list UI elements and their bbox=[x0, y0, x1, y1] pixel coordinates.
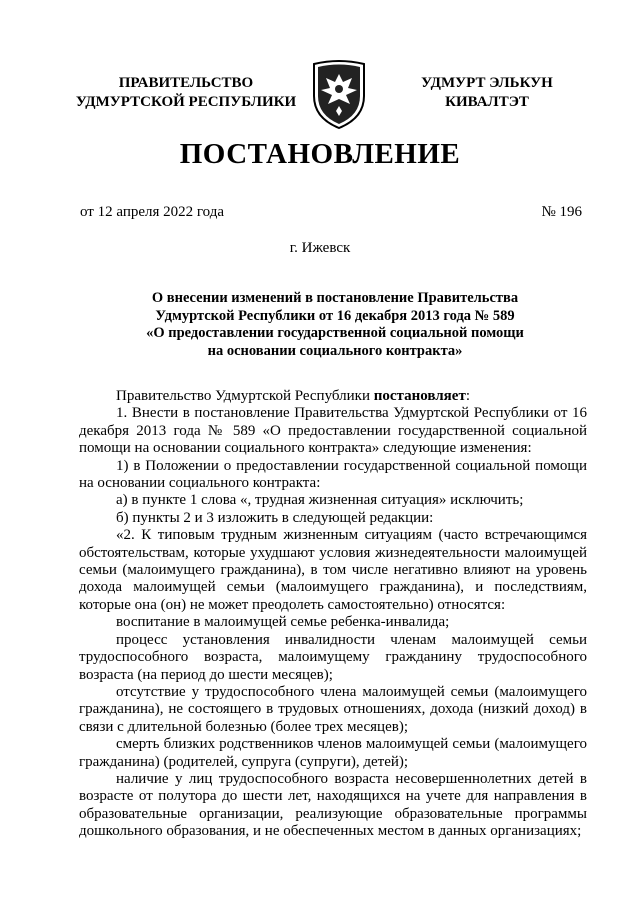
document-date: от 12 апреля 2022 года bbox=[80, 204, 225, 220]
body-paragraph: а) в пункте 1 слова «, трудная жизненная ситуация» исключить; bbox=[116, 492, 524, 509]
body-paragraph: 1. Внести в постановление Правительства Удмуртской Республики от 16 декабря 2013 года № 589 «О предоставлении государственной социальной помощи на основании социального контракта» следующие изменения: bbox=[79, 405, 587, 457]
government-name-russian bbox=[60, 74, 312, 112]
subject-line: О внесении изменений в постановление Правительства bbox=[151, 290, 519, 306]
body-paragraph: отсутствие у трудоспособного члена малоимущей семьи (малоимущего гражданина), не состоящего в трудовых отношениях, дохода (низкий доход) в связи с длительной болезнью (более трех месяцев); bbox=[79, 683, 587, 735]
document-title: ПОСТАНОВЛЕНИЕ bbox=[179, 138, 461, 170]
body-paragraph: 1) в Положении о предоставлении государственной социальной помощи на основании социального контракта: bbox=[79, 457, 587, 492]
body-paragraph: смерть близких родственников членов малоимущей семьи (малоимущего гражданина) (родителей, супруга (супруги), детей); bbox=[79, 736, 587, 770]
subject-line: «О предоставлении государственной социальной помощи bbox=[146, 325, 524, 342]
header-left-line1: ПРАВИТЕЛЬСТВО bbox=[118, 75, 254, 91]
body-paragraph: процесс установления инвалидности членам малоимущей семьи трудоспособного возраста, малоимущему гражданину трудоспособного возраста (на период до шести месяцев); bbox=[79, 631, 587, 683]
body-paragraph: б) пункты 2 и 3 изложить в следующей редакции: bbox=[116, 509, 434, 526]
document-number: № 196 bbox=[541, 204, 582, 220]
header-right-line1: УДМУРТ ЭЛЬКУН bbox=[421, 75, 553, 91]
subject-line: на основании социального контракта» bbox=[207, 342, 463, 359]
document-body bbox=[79, 388, 587, 841]
document-subject bbox=[110, 290, 560, 360]
subject-line: Удмуртской Республики от 16 декабря 2013 года № 589 bbox=[155, 307, 515, 324]
body-paragraph: «2. К типовым трудным жизненным ситуациям (часто встречающимся обстоятельствам, которые ухудшают условия жизнедеятельности малоимущей семьи (малоимущего гражданина), в том числе негативно влияют на уровень дохода малоимущей семьи (малоимущего гражданина), и последствиям, которые она (он) не может преодолеть самостоятельно) относятся: bbox=[79, 527, 587, 613]
header-left-line2: УДМУРТСКОЙ РЕСПУБЛИКИ bbox=[75, 94, 297, 110]
header-right-line2: КИВАЛТЭТ bbox=[445, 94, 529, 110]
intro-text: Правительство Удмуртской Республики bbox=[116, 388, 374, 404]
udmurt-coat-of-arms-icon bbox=[308, 58, 370, 132]
document-city: г. Ижевск bbox=[289, 240, 351, 256]
intro-paragraph bbox=[79, 388, 587, 405]
government-name-udmurt bbox=[392, 74, 582, 112]
body-paragraph: наличие у лиц трудоспособного возраста несовершеннолетних детей в возрасте от полутора до шести лет, находящихся на учете для направления в образовательные организации, реализующие образовательные программы дошкольного образования, и не обеспеченных местом в данных организациях; bbox=[79, 770, 587, 840]
intro-verb: постановляет bbox=[373, 388, 466, 404]
intro-colon: : bbox=[465, 388, 470, 404]
body-paragraph: воспитание в малоимущей семье ребенка-инвалида; bbox=[116, 614, 450, 631]
